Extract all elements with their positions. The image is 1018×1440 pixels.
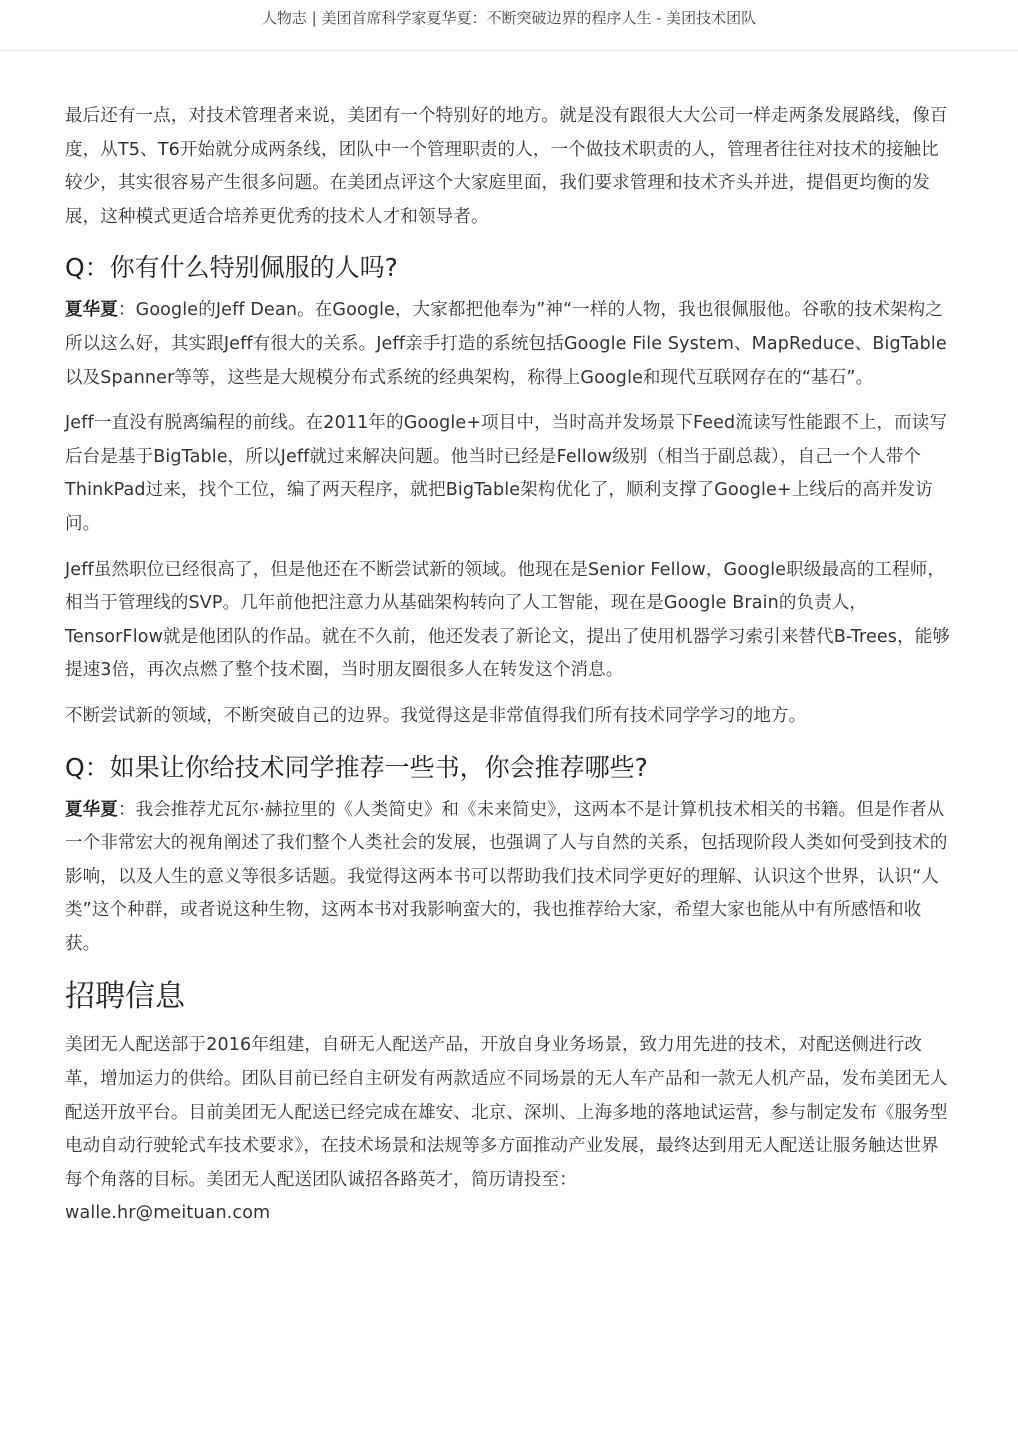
page-header xyxy=(0,0,1018,51)
question-heading-books: Q：如果让你给技术同学推荐一些书，你会推荐哪些? xyxy=(65,752,648,782)
paragraph-management: 最后还有一点，对技术管理者来说，美团有一个特别好的地方。就是没有跟很大大公司一样走两条发展路线，像百度，从T5、T6开始就分成两条线，团队中一个管理职责的人，一个做技术职责的人，管理者往往对技术的接触比较少，其实很容易产生很多问题。在美团点评这个大家庭里面，我们要求管理和技术齐头并进，提倡更均衡的发展，这种模式更适合培养更优秀的技术人才和领导者。 xyxy=(65,106,948,227)
answer-admire xyxy=(65,294,953,395)
question-heading-admire: Q：你有什么特别佩服的人吗? xyxy=(65,253,398,283)
paragraph-conclusion: 不断尝试新的领域，不断突破自己的边界。我觉得这是非常值得我们所有技术同学学习的地方。 xyxy=(65,705,807,726)
speaker-name: 夏华夏 xyxy=(65,799,118,820)
answer-books-text: ：我会推荐尤瓦尔·赫拉里的《人类简史》和《未来简史》，这两本不是计算机技术相关的书籍。但是作者从一个非常宏大的视角阐述了我们整个人类社会的发展，也强调了人与自然的关系，包括现阶段人类如何受到技术的影响，以及人生的意义等很多话题。我觉得这两本书可以帮助我们技术同学更好的理解、认识这个世界，认识“人类”这个种群，或者说这种生物，这两本书对我影响蛮大的，我也推荐给大家，希望大家也能从中有所感悟和收获。 xyxy=(65,799,948,954)
paragraph-jeff-new-fields: Jeff虽然职位已经很高了，但是他还在不断尝试新的领域。他现在是Senior Fellow，Google职级最高的工程师，相当于管理线的SVP。几年前他把注意力从基础架构转向了人工智能，现在是Google Brain的负责人，TensorFlow就是他团队的作品。就在不久前，他还发表了新论文，提出了使用机器学习索引来替代B-Trees，能够提速3倍，再次点燃了整个技术圈，当时朋友圈很多人在转发这个消息。 xyxy=(65,559,951,681)
section-heading-recruitment: 招聘信息 xyxy=(65,979,185,1015)
article-body xyxy=(65,100,953,1243)
answer-books xyxy=(65,794,953,962)
paragraph-jeff-programming: Jeff一直没有脱离编程的前线。在2011年的Google+项目中，当时高并发场景下Feed流读写性能跟不上，而读写后台是基于BigTable，所以Jeff就过来解决问题。他当时已经是Fellow级别（相当于副总裁），自己一个人带个ThinkPad过来，找个工位，编了两天程序，就把BigTable架构优化了，顺利支撑了Google+上线后的高并发访问。 xyxy=(65,413,948,534)
document-title: 人物志 | 美团首席科学家夏华夏：不断突破边界的程序人生 - 美团技术团队 xyxy=(261,9,757,27)
answer-admire-text: ：Google的Jeff Dean。在Google，大家都把他奉为”神“一样的人物，我也很佩服他。谷歌的技术架构之所以这么好，其实跟Jeff有很大的关系。Jeff亲手打造的系统包括Google File System、MapReduce、BigTable以及Spanner等等，这些是大规模分布式系统的经典架构，称得上Google和现代互联网存在的“基石”。 xyxy=(65,300,947,388)
recruitment-text: 美团无人配送部于2016年组建，自研无人配送产品，开放自身业务场景，致力用先进的技术，对配送侧进行改革，增加运力的供给。团队目前已经自主研发有两款适应不同场景的无人车产品和一款无人机产品，发布美团无人配送开放平台。目前美团无人配送已经完成在雄安、北京、深圳、上海多地的落地试运营，参与制定发布《服务型电动自动行驶轮式车技术要求》，在技术场景和法规等多方面推动产业发展，最终达到用无人配送让服务触达世界每个角落的目标。美团无人配送团队诚招各路英才，简历请投至： xyxy=(65,1035,948,1190)
recruitment-email[interactable]: walle.hr@meituan.com xyxy=(65,1203,271,1224)
paragraph-recruitment xyxy=(65,1029,953,1231)
speaker-name: 夏华夏 xyxy=(65,300,118,321)
